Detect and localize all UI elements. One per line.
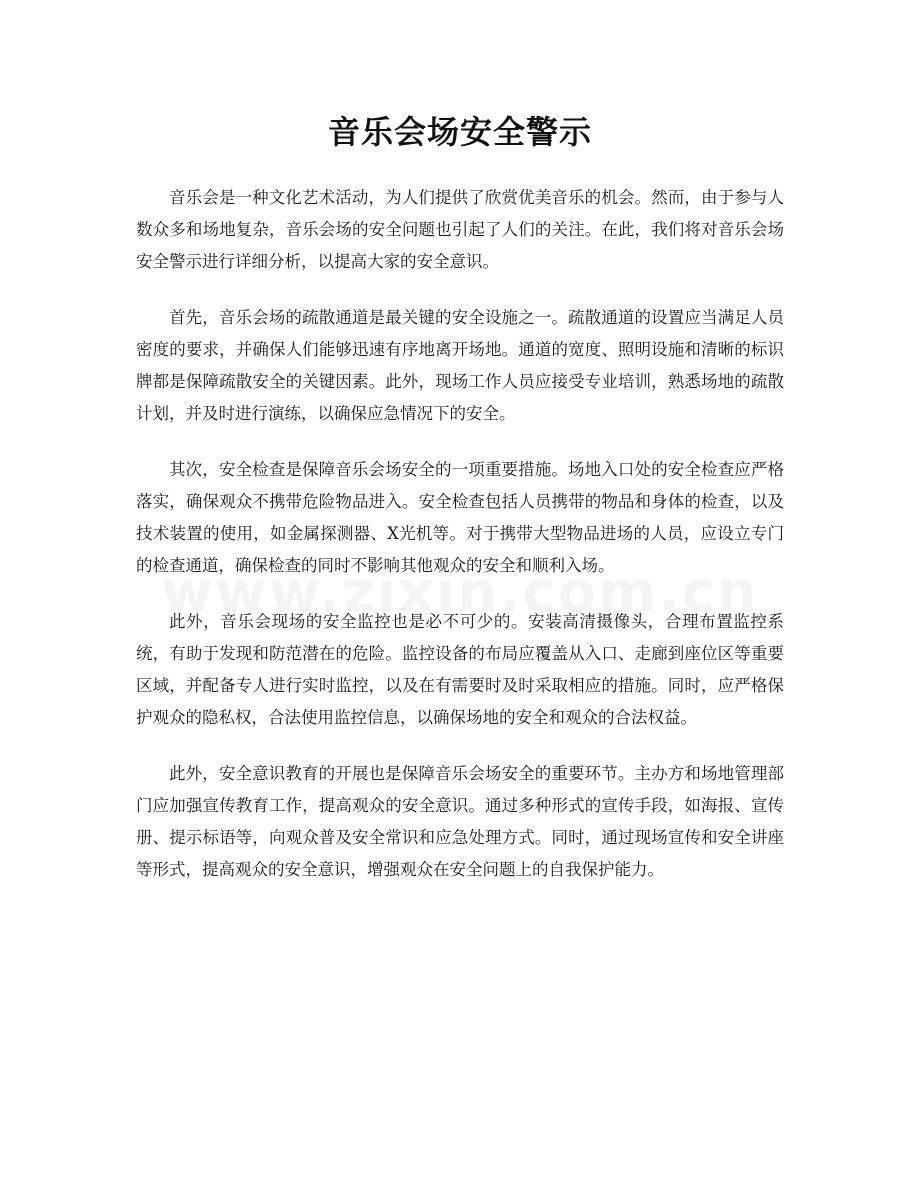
document-title: 音乐会场安全警示 [327,113,592,151]
paragraph-security-check: 其次，安全检查是保障音乐会场安全的一项重要措施。场地入口处的安全检查应严格落实，确保观众不携带危险物品进入。安全检查包括人员携带的物品和身体的检查，以及技术装置的使用，如金属探测器、X光机等。对于携带大型物品进场的人员，应设立专门的检查通道，确保检查的同时不影响其他观众的安全和顺利入场。 [136,460,784,575]
paragraph-awareness: 此外，安全意识教育的开展也是保障音乐会场安全的重要环节。主办方和场地管理部门应加强宣传教育工作，提高观众的安全意识。通过多种形式的宣传手段，如海报、宣传册、提示标语等，向观众普及安全常识和应急处理方式。同时，通过现场宣传和安全讲座等形式，提高观众的安全意识，增强观众在安全问题上的自我保护能力。 [136,764,784,879]
paragraph-monitoring: 此外，音乐会现场的安全监控也是必不可少的。安装高清摄像头，合理布置监控系统，有助于发现和防范潜在的危险。监控设备的布局应覆盖从入口、走廊到座位区等重要区域，并配备专人进行实时监控，以及在有需要时及时采取相应的措施。同时，应严格保护观众的隐私权，合法使用监控信息，以确保场地的安全和观众的合法权益。 [136,612,784,727]
document-body [136,182,784,910]
paragraph-intro: 音乐会是一种文化艺术活动，为人们提供了欣赏优美音乐的机会。然而，由于参与人数众多和场地复杂，音乐会场的安全问题也引起了人们的关注。在此，我们将对音乐会场安全警示进行详细分析，以提高大家的安全意识。 [136,188,784,271]
paragraph-evacuation: 首先，音乐会场的疏散通道是最关键的安全设施之一。疏散通道的设置应当满足人员密度的要求，并确保人们能够迅速有序地离开场地。通道的宽度、照明设施和清晰的标识牌都是保障疏散安全的关键因素。此外，现场工作人员应接受专业培训，熟悉场地的疏散计划，并及时进行演练，以确保应急情况下的安全。 [136,308,784,423]
